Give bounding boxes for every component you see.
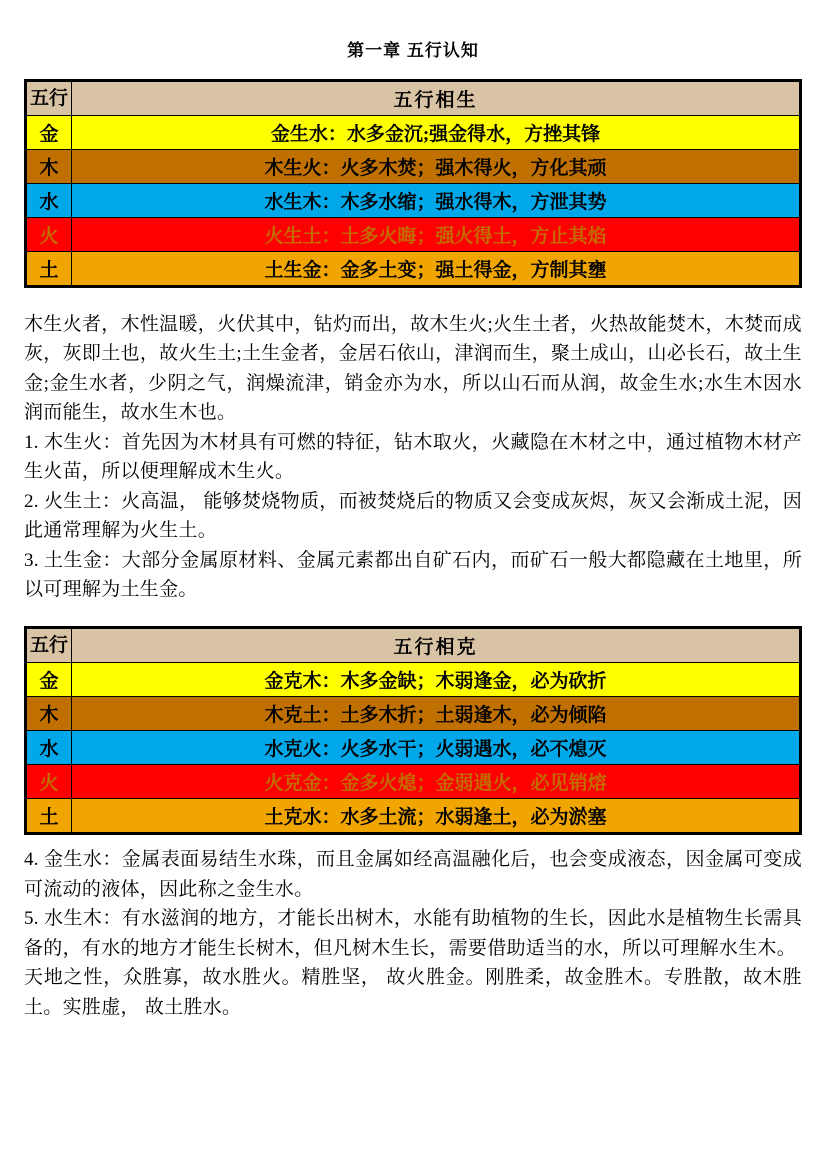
paragraph-item-3: 3. 土生金：大部分金属原材料、金属元素都出自矿石内，而矿石一般大都隐藏在土地里，所以可理解为土生金。 — [24, 549, 802, 600]
table-row — [26, 184, 801, 218]
row-label: 金 — [26, 116, 72, 150]
row-text: 金生水：水多金沉;强金得水，方挫其锋 — [72, 116, 801, 150]
paragraph-closing: 天地之性，众胜寡，故水胜火。精胜坚， 故火胜金。刚胜柔，故金胜木。专胜散，故木胜土。实胜虚， 故土胜水。 — [24, 967, 802, 1018]
row-label: 木 — [26, 697, 72, 731]
page-title: 第一章 五行认知 — [347, 41, 479, 60]
table-row — [26, 697, 801, 731]
header-title: 五行相生 — [72, 81, 801, 116]
row-text: 金克木：木多金缺；木弱逢金，必为砍折 — [72, 663, 801, 697]
paragraph-item-2: 2. 火生土：火高温， 能够焚烧物质，而被焚烧后的物质又会变成灰烬，灰又会渐成土泥，因此通常理解为火生土。 — [24, 490, 802, 542]
paragraph-item-5: 5. 水生木：有水滋润的地方，才能长出树木，水能有助植物的生长，因此水是植物生长需具备的，有水的地方才能生长树木，但凡树木生长，需要借助适当的水，所以可理解水生木。 — [24, 908, 802, 959]
row-text: 火生土：土多火晦；强火得土，方止其焰 — [72, 218, 801, 252]
table-header-row — [26, 81, 801, 116]
row-text: 火克金：金多火熄；金弱遇火，必见销熔 — [72, 765, 801, 799]
row-text: 土克水：水多土流；水弱逢土，必为淤塞 — [72, 799, 801, 834]
header-element-col: 五行 — [26, 628, 72, 663]
header-element-col: 五行 — [26, 81, 72, 116]
spacer — [24, 604, 802, 626]
row-label: 火 — [26, 765, 72, 799]
table-row — [26, 116, 801, 150]
spacer — [24, 835, 802, 845]
header-title: 五行相克 — [72, 628, 801, 663]
paragraph-item-1: 1. 木生火：首先因为木材具有可燃的特征，钻木取火，火藏隐在木材之中，通过植物木材产生火苗，所以便理解成木生火。 — [24, 431, 802, 483]
row-label: 土 — [26, 799, 72, 834]
table-row — [26, 150, 801, 184]
row-label: 木 — [26, 150, 72, 184]
table-row — [26, 799, 801, 834]
table-wuxing-xiangke — [24, 626, 802, 835]
row-label: 水 — [26, 731, 72, 765]
table-wuxing-xiangsheng — [24, 79, 802, 288]
paragraph-item-4: 4. 金生水：金属表面易结生水珠，而且金属如经高温融化后，也会变成液态，因金属可变成可流动的液体，因此称之金生水。 — [24, 849, 802, 900]
row-label: 金 — [26, 663, 72, 697]
paragraph-wuxing-sheng-explain: 木生火者，木性温暖，火伏其中，钻灼而出，故木生火;火生土者，火热故能焚木，木焚而成灰，灰即土也，故火生土;土生金者，金居石依山，津润而生，聚土成山，山必长石，故土生金;金生水者，少阴之气，润燥流津，销金亦为水，所以山石而从润，故金生水;水生木因水润而能生，故水生木也。 — [24, 314, 802, 424]
spacer — [24, 288, 802, 310]
table-row — [26, 731, 801, 765]
table-row — [26, 218, 801, 252]
table-row — [26, 252, 801, 287]
row-text: 土生金：金多土变；强土得金，方制其壅 — [72, 252, 801, 287]
row-label: 土 — [26, 252, 72, 287]
row-text: 木生火：火多木焚；强木得火，方化其顽 — [72, 150, 801, 184]
table-header-row — [26, 628, 801, 663]
table-row — [26, 765, 801, 799]
row-text: 木克土：土多木折；土弱逢木，必为倾陷 — [72, 697, 801, 731]
row-label: 火 — [26, 218, 72, 252]
row-text: 水生木：木多水缩；强水得木，方泄其势 — [72, 184, 801, 218]
row-text: 水克火：火多水干；火弱遇水，必不熄灭 — [72, 731, 801, 765]
row-label: 水 — [26, 184, 72, 218]
table-row — [26, 663, 801, 697]
